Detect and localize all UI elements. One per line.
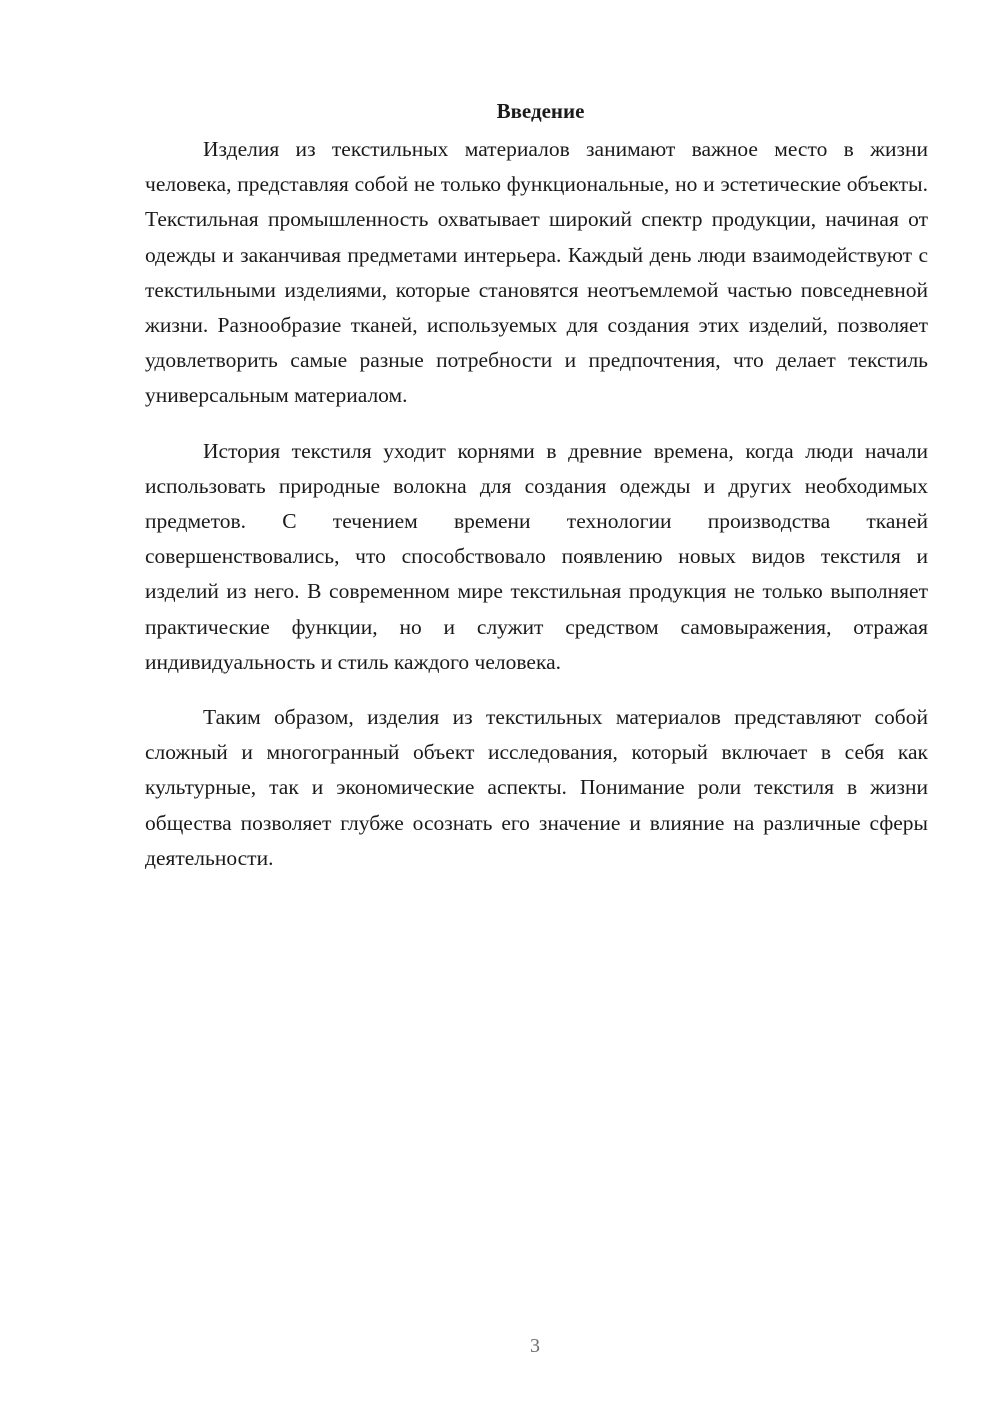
paragraph-3: Таким образом, изделия из текстильных материалов представляют собой сложный и многогранный объект исследования, который включает в себя как культурные, так и экономические аспекты. Понимание роли текстиля в жизни общества позволяет глубже осознать его значение и влияние на различные сферы деятельности. bbox=[145, 705, 928, 870]
page-number: 3 bbox=[530, 1335, 540, 1357]
section-heading: Введение bbox=[496, 99, 585, 123]
paragraph-2: История текстиля уходит корнями в древние времена, когда люди начали использовать природные волокна для создания одежды и других необходимых предметов. С течением времени технологии производства тканей совершенствовались, что способствовало появлению новых видов текстиля и изделий из него. В современном мире текстильная продукция не только выполняет практические функции, но и служит средством самовыражения, отражая индивидуальность и стиль каждого человека. bbox=[145, 438, 928, 674]
page-content bbox=[145, 96, 928, 896]
paragraph-1: Изделия из текстильных материалов занимают важное место в жизни человека, представляя собой не только функциональные, но и эстетические объекты. Текстильная промышленность охватывает широкий спектр продукции, начиная от одежды и заканчивая предметами интерьера. Каждый день люди взаимодействуют с текстильными изделиями, которые становятся неотъемлемой частью повседневной жизни. Разнообразие тканей, используемых для создания этих изделий, позволяет удовлетворить самые разные потребности и предпочтения, что делает текстиль универсальным материалом. bbox=[145, 137, 928, 408]
